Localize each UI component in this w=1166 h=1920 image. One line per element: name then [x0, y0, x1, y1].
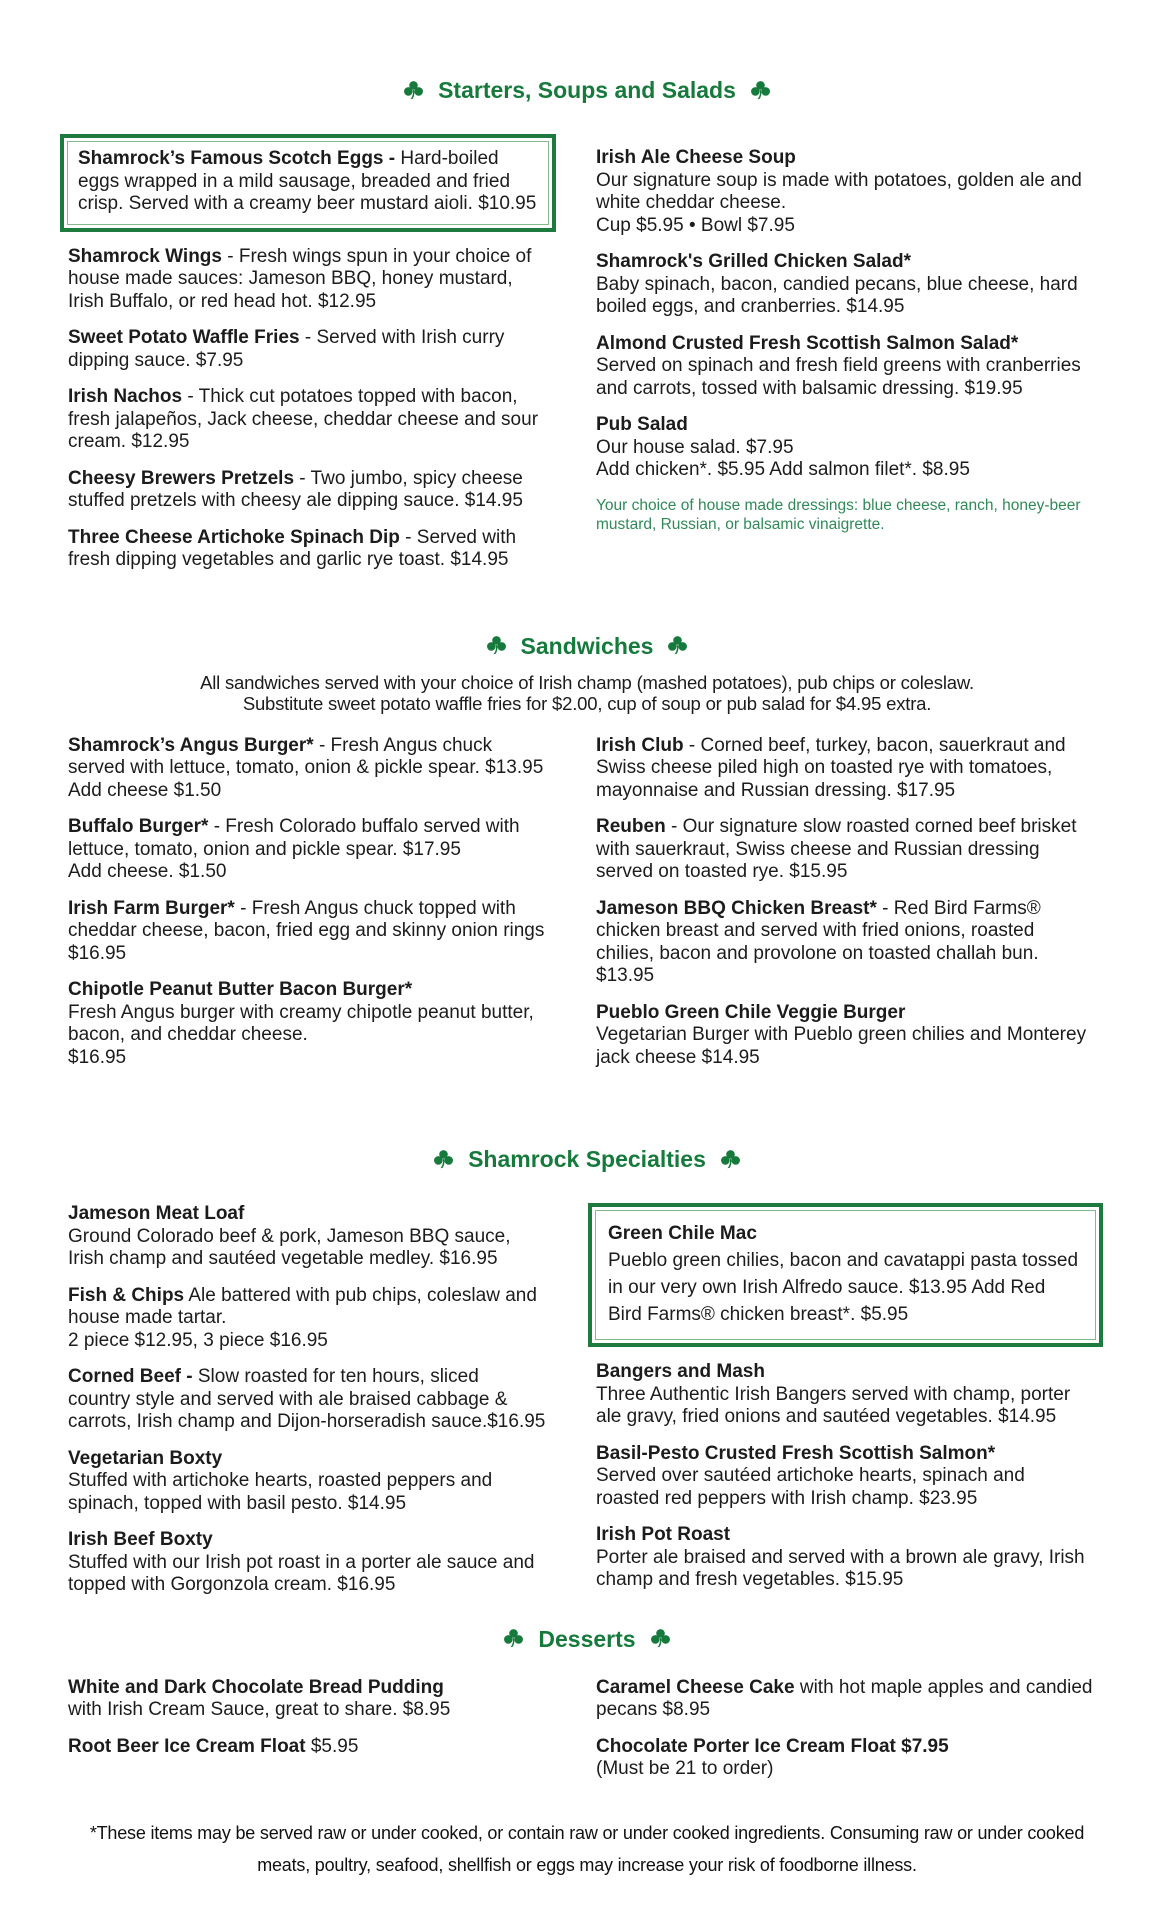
- menu-item: [596, 1736, 1093, 1781]
- section-header: [68, 1625, 1106, 1653]
- dressings-note: Your choice of house made dressings: blue cheese, ranch, honey-beer mustard, Russian, or balsamic vinaigrette.: [596, 496, 1081, 533]
- item-text: [596, 816, 1093, 884]
- shamrock-icon: [650, 1628, 671, 1649]
- item-text: [596, 1677, 1093, 1722]
- menu-item: [596, 147, 1093, 237]
- highlight-box-inner: [595, 1210, 1096, 1340]
- item-desc: Fresh Angus burger with creamy chipotle peanut butter, bacon, and cheddar cheese.: [68, 1001, 534, 1045]
- item-text: [68, 735, 546, 780]
- item-desc: - Two jumbo, spicy cheese stuffed pretzels with cheesy ale dipping sauce. $14.95: [68, 467, 523, 511]
- menu-item: [68, 1285, 546, 1353]
- item-extra-line: 2 piece $12.95, 3 piece $16.95: [68, 1329, 328, 1351]
- highlight-box: [60, 134, 556, 232]
- menu-column-right: [596, 1677, 1093, 1795]
- item-name: Basil-Pesto Crusted Fresh Scottish Salmon*: [596, 1442, 996, 1464]
- item-name: Corned Beef -: [68, 1366, 193, 1387]
- section-title: Shamrock Specialties: [468, 1146, 706, 1172]
- item-name: Irish Nachos: [68, 386, 183, 407]
- item-extra-line: $13.95: [596, 965, 655, 986]
- item-text: [78, 148, 538, 216]
- item-name: Buffalo Burger*: [68, 816, 209, 837]
- item-name: Root Beer Ice Cream Float: [68, 1735, 306, 1757]
- item-name: Chocolate Porter Ice Cream Float $7.95: [596, 1735, 949, 1757]
- menu-section: [68, 632, 1106, 1084]
- item-desc: - Fresh wings spun in your choice of house made sauces: Jameson BBQ, honey mustard, Irish Buffalo, or red head hot. $12.95: [68, 245, 532, 312]
- item-desc: Hard-boiled eggs wrapped in a mild sausage, breaded and fried crisp. Served with a creamy beer mustard aioli. $10.95: [78, 148, 537, 214]
- menu-item: [68, 1448, 546, 1516]
- item-desc: - Served with fresh dipping vegetables and garlic rye toast. $14.95: [68, 526, 517, 570]
- item-desc: - Served with Irish curry dipping sauce. $7.95: [68, 327, 505, 371]
- item-text: [596, 1361, 1093, 1429]
- item-text: [68, 1366, 546, 1434]
- item-name: Three Cheese Artichoke Spinach Dip: [68, 526, 400, 548]
- item-text: [68, 1677, 546, 1722]
- shamrock-icon: [750, 80, 771, 101]
- menu-item: [68, 735, 546, 803]
- item-name: Fish & Chips: [68, 1284, 185, 1306]
- item-desc: Stuffed with our Irish pot roast in a porter ale sauce and topped with Gorgonzola cream. $16.95: [68, 1551, 535, 1595]
- item-desc: Our house salad. $7.95: [596, 436, 794, 458]
- item-desc: with Irish Cream Sauce, great to share. $8.95: [68, 1699, 451, 1720]
- item-text: [596, 147, 1093, 215]
- item-text: [68, 1285, 546, 1330]
- item-name: Pueblo Green Chile Veggie Burger: [596, 1001, 906, 1023]
- section-columns: [68, 134, 1106, 586]
- section-header: [68, 76, 1106, 104]
- shamrock-icon: [720, 1149, 741, 1170]
- item-desc: (Must be 21 to order): [596, 1758, 774, 1779]
- item-desc: Served on spinach and fresh field greens with cranberries and carrots, tossed with balsamic dressing. $19.95: [596, 355, 1081, 399]
- menu-item: [68, 816, 546, 884]
- item-desc: - Fresh Angus chuck topped with cheddar cheese, bacon, fried egg and skinny onion rings: [68, 897, 545, 941]
- item-name: Shamrock’s Famous Scotch Eggs -: [78, 148, 396, 169]
- menu-item: [596, 735, 1093, 803]
- menu-column-right: [596, 134, 1093, 535]
- menu-item: [68, 468, 546, 513]
- item-text: [596, 1736, 1093, 1781]
- section-title: Starters, Soups and Salads: [438, 77, 736, 103]
- item-extra-line: $16.95: [68, 942, 127, 964]
- menu-sections: [68, 76, 1106, 1795]
- item-desc: $5.95: [310, 1735, 359, 1757]
- item-text: [596, 898, 1093, 966]
- shamrock-icon: [433, 1149, 454, 1170]
- menu-item: [596, 1443, 1093, 1511]
- section-intro: [68, 672, 1106, 715]
- menu-column-left: [68, 735, 546, 1084]
- footer-disclaimer: [68, 1817, 1106, 1881]
- item-text: [68, 1529, 546, 1597]
- menu-column-left: [68, 1677, 546, 1773]
- item-desc: Three Authentic Irish Bangers served with champ, porter ale gravy, fried onions and sautéed vegetables. $14.95: [596, 1383, 1071, 1427]
- menu-item: [68, 1366, 546, 1434]
- section-intro-line: Substitute sweet potato waffle fries for $2.00, cup of soup or pub salad for $4.95 extra.: [242, 693, 932, 714]
- shamrock-icon: [403, 80, 424, 101]
- menu-item: [596, 1203, 1093, 1347]
- menu-column-right: [596, 735, 1093, 1084]
- item-name: Cheesy Brewers Pretzels: [68, 467, 295, 489]
- item-text: [68, 468, 546, 513]
- item-desc: Pueblo green chilies, bacon and cavatappi pasta tossed in our very own Irish Alfredo sauce. $13.95 Add Red Bird Farms® chicken breast*. $5.95: [608, 1250, 1079, 1325]
- item-name: Irish Beef Boxty: [68, 1529, 213, 1550]
- item-text: [68, 1203, 546, 1271]
- item-text: [596, 1524, 1093, 1592]
- item-text: [68, 386, 546, 454]
- menu-item: [596, 251, 1093, 319]
- item-name: Irish Club: [596, 734, 684, 756]
- item-text: [596, 1002, 1093, 1070]
- shamrock-icon: [503, 1628, 524, 1649]
- item-desc: - Thick cut potatoes topped with bacon, fresh jalapeños, Jack cheese, cheddar cheese and sour cream. $12.95: [68, 386, 539, 452]
- section-columns: [68, 1677, 1106, 1795]
- item-text: [68, 1736, 546, 1759]
- menu-item: [596, 1002, 1093, 1070]
- item-name: Sweet Potato Waffle Fries: [68, 327, 300, 348]
- menu-item: [68, 1203, 546, 1271]
- item-text: [68, 527, 546, 572]
- item-text: [596, 333, 1093, 401]
- section-header: [68, 632, 1106, 660]
- footer-line: meats, poultry, seafood, shellfish or eggs may increase your risk of foodborne illness.: [257, 1854, 917, 1875]
- item-name: Caramel Cheese Cake: [596, 1676, 795, 1698]
- section-header: [68, 1145, 1106, 1173]
- item-desc: - Red Bird Farms® chicken breast and served with fried onions, roasted chilies, bacon and provolone on toasted challah bun.: [596, 897, 1041, 964]
- item-text: [596, 251, 1093, 319]
- item-name: Bangers and Mash: [596, 1361, 765, 1382]
- menu-item: [596, 816, 1093, 884]
- item-text: [608, 1220, 1083, 1328]
- item-desc: Our signature soup is made with potatoes, golden ale and white cheddar cheese.: [596, 169, 1082, 213]
- item-text: [596, 1443, 1093, 1511]
- menu-item: [68, 1736, 546, 1759]
- item-name: Reuben: [596, 816, 666, 837]
- item-extra-line: Add chicken*. $5.95 Add salmon filet*. $8.95: [596, 459, 970, 480]
- item-text: [68, 979, 546, 1047]
- item-name: Pub Salad: [596, 414, 688, 435]
- menu-item: [596, 1524, 1093, 1592]
- item-desc: Served over sautéed artichoke hearts, spinach and roasted red peppers with Irish champ. $23.95: [596, 1465, 1025, 1509]
- item-text: [68, 246, 546, 314]
- menu-column-left: [68, 1203, 546, 1611]
- footer-line: *These items may be served raw or under cooked, or contain raw or under cooked ingredients. Consuming raw or under cooked: [89, 1822, 1085, 1843]
- section-title: Desserts: [538, 1625, 636, 1652]
- item-name: Green Chile Mac: [608, 1223, 757, 1244]
- menu-section: [68, 76, 1106, 586]
- highlight-box: [588, 1203, 1103, 1347]
- item-name: Shamrock Wings: [68, 245, 222, 267]
- item-text: [596, 414, 1093, 459]
- item-extra-line: Add cheese. $1.50: [68, 861, 227, 882]
- menu-item: [68, 386, 546, 454]
- item-name: Vegetarian Boxty: [68, 1447, 223, 1469]
- section-intro-line: All sandwiches served with your choice of Irish champ (mashed potatoes), pub chips or coleslaw.: [200, 671, 974, 693]
- item-extra-line: Cup $5.95 • Bowl $7.95: [596, 214, 795, 236]
- menu-column-right: [596, 1203, 1093, 1606]
- item-text: [596, 735, 1093, 803]
- section-title: Sandwiches: [520, 632, 654, 659]
- item-desc: Ground Colorado beef & pork, Jameson BBQ sauce, Irish champ and sautéed vegetable medley. $16.95: [68, 1225, 511, 1269]
- item-name: Jameson Meat Loaf: [68, 1203, 245, 1224]
- item-desc: Porter ale braised and served with a brown ale gravy, Irish champ and fresh vegetables. $15.95: [596, 1546, 1085, 1590]
- item-text: [68, 816, 546, 861]
- menu-item: [596, 1361, 1093, 1429]
- menu-item: [68, 527, 546, 572]
- menu-item: [68, 1529, 546, 1597]
- item-desc: - Corned beef, turkey, bacon, sauerkraut and Swiss cheese piled high on toasted rye with tomatoes, mayonnaise and Russian dressing. $17.95: [596, 734, 1066, 801]
- shamrock-icon: [667, 635, 688, 656]
- menu-section: [68, 1145, 1106, 1611]
- menu-item: [68, 246, 546, 314]
- item-desc: Baby spinach, bacon, candied pecans, blue cheese, hard boiled eggs, and cranberries. $14.95: [596, 273, 1078, 317]
- section-columns: [68, 735, 1106, 1084]
- item-name: Irish Ale Cheese Soup: [596, 147, 796, 168]
- item-text: [68, 1448, 546, 1516]
- item-text: [68, 898, 546, 943]
- item-desc: Slow roasted for ten hours, sliced country style and served with ale braised cabbage & carrots, Irish champ and Dijon-horseradish sauce.$16.95: [68, 1366, 546, 1432]
- menu-item: [596, 333, 1093, 401]
- item-desc: Stuffed with artichoke hearts, roasted peppers and spinach, topped with basil pesto. $14.95: [68, 1470, 493, 1514]
- item-extra-line: Add cheese $1.50: [68, 779, 222, 801]
- menu-item: [68, 898, 546, 966]
- menu-section: [68, 1625, 1106, 1795]
- menu-item: [68, 327, 546, 372]
- item-desc: - Fresh Angus chuck served with lettuce, tomato, onion & pickle spear. $13.95: [68, 734, 544, 778]
- item-extra-line: $16.95: [68, 1046, 127, 1068]
- menu-item: [68, 979, 546, 1069]
- item-desc: with hot maple apples and candied pecans $8.95: [596, 1676, 1093, 1720]
- item-desc: Ale battered with pub chips, coleslaw and house made tartar.: [68, 1284, 537, 1328]
- menu-item: [68, 1677, 546, 1722]
- item-name: Chipotle Peanut Butter Bacon Burger*: [68, 979, 413, 1000]
- menu-item: [68, 134, 546, 232]
- item-name: Irish Farm Burger*: [68, 897, 235, 919]
- item-name: Shamrock’s Angus Burger*: [68, 734, 314, 756]
- item-name: White and Dark Chocolate Bread Pudding: [68, 1676, 444, 1698]
- menu-item: [596, 414, 1093, 482]
- item-name: Irish Pot Roast: [596, 1524, 731, 1545]
- item-name: Almond Crusted Fresh Scottish Salmon Salad*: [596, 332, 1019, 354]
- item-name: Shamrock's Grilled Chicken Salad*: [596, 251, 911, 272]
- menu-item: [596, 898, 1093, 988]
- menu-column-left: [68, 134, 546, 586]
- item-desc: - Fresh Colorado buffalo served with lettuce, tomato, onion and pickle spear. $17.95: [68, 816, 520, 860]
- shamrock-icon: [486, 635, 507, 656]
- item-text: [68, 327, 546, 372]
- item-desc: - Our signature slow roasted corned beef brisket with sauerkraut, Swiss cheese and Russian dressing served on toasted rye. $15.95: [596, 816, 1077, 882]
- menu-item: [596, 1677, 1093, 1722]
- item-desc: Vegetarian Burger with Pueblo green chilies and Monterey jack cheese $14.95: [596, 1024, 1087, 1068]
- highlight-box-inner: [67, 141, 549, 225]
- section-columns: [68, 1203, 1106, 1611]
- item-name: Jameson BBQ Chicken Breast*: [596, 897, 877, 919]
